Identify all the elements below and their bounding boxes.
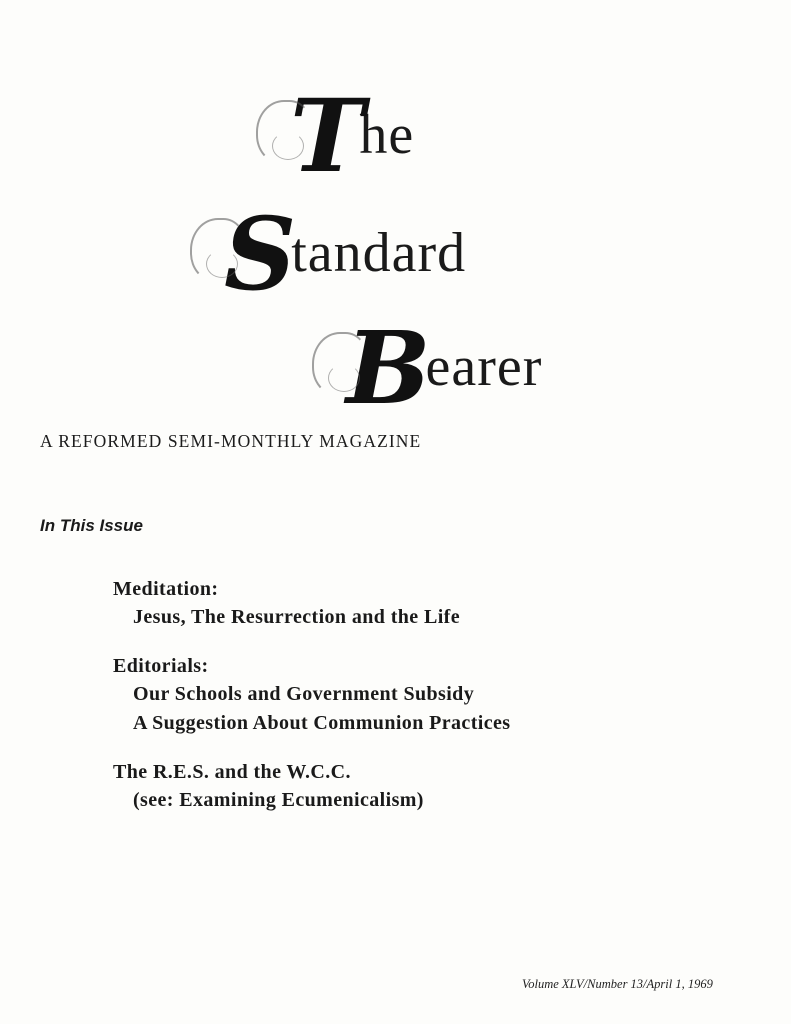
masthead-initial-t: T: [290, 77, 366, 195]
masthead-line-standard: [224, 195, 467, 313]
masthead-initial-b: B: [346, 309, 432, 427]
masthead-text-tandard: tandard: [291, 222, 467, 284]
table-of-contents: [113, 575, 673, 835]
toc-section-title: Editorials:: [113, 655, 209, 677]
in-this-issue-heading: In This Issue: [40, 516, 143, 535]
toc-section-title: Meditation:: [113, 578, 219, 600]
masthead-line-bearer: [346, 309, 543, 427]
toc-section-title: The R.E.S. and the W.C.C.: [113, 761, 351, 783]
toc-item: Jesus, The Resurrection and the Life: [133, 606, 460, 628]
toc-section-editorials: [113, 652, 673, 738]
masthead-text-he: he: [359, 104, 415, 166]
toc-item: A Suggestion About Communion Practices: [133, 712, 511, 734]
masthead-line-the: [290, 77, 415, 195]
masthead-initial-s: S: [224, 195, 298, 313]
masthead-text-earer: earer: [425, 336, 543, 398]
toc-item: (see: Examining Ecumenicalism): [133, 789, 424, 811]
toc-section-meditation: [113, 575, 673, 632]
magazine-tagline: A REFORMED SEMI-MONTHLY MAGAZINE: [40, 431, 422, 451]
toc-item: Our Schools and Government Subsidy: [133, 683, 475, 705]
toc-section-res-wcc: [113, 758, 673, 815]
issue-footer: Volume XLV/Number 13/April 1, 1969: [522, 977, 713, 991]
